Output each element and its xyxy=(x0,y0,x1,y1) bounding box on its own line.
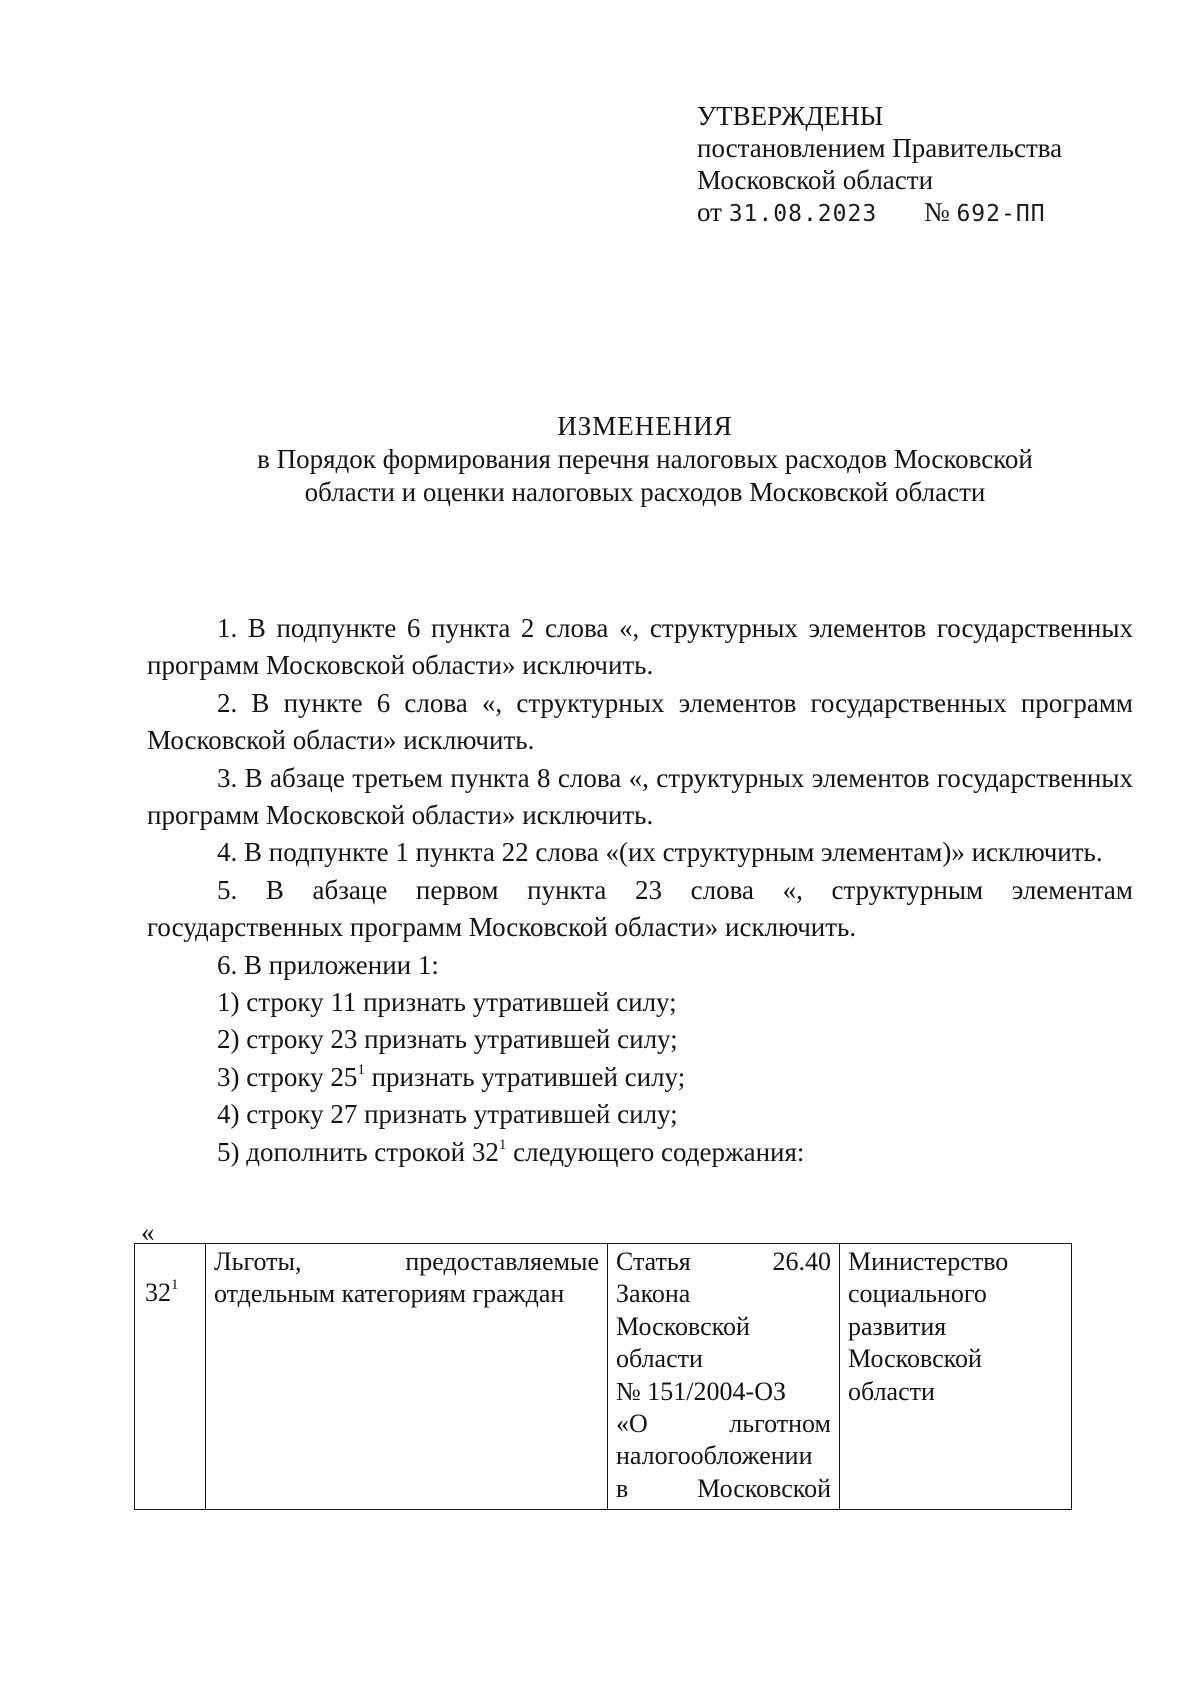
date-value: 31.08.2023 xyxy=(728,201,878,227)
opening-quote: « xyxy=(141,1217,155,1247)
title-heading: ИЗМЕНЕНИЯ xyxy=(557,411,733,441)
amendment-item-3: 3. В абзаце третьем пункта 8 слова «, структурных элементов государственных программ Московской области» исключить. xyxy=(147,762,1133,831)
number-value: 692-ПП xyxy=(956,201,1046,227)
subitem-3: 3) строку $25^1$ признать утратившей силу; xyxy=(217,1061,686,1092)
table-row xyxy=(135,1244,1072,1510)
approval-stamp xyxy=(697,100,1062,230)
amendment-item-4: 4. В подпункте 1 пункта 22 слова «(их структурным элементам)» исключить. xyxy=(217,837,1103,868)
amendments-body xyxy=(147,610,1133,1171)
amendment-item-6: 6. В приложении 1: xyxy=(217,949,439,980)
approval-region: Московской области xyxy=(697,165,934,195)
subitem-1: 1) строку 11 признать утратившей силу; xyxy=(217,987,677,1018)
approval-date-number xyxy=(697,196,1062,230)
title-line-2: области и оценки налоговых расходов Московской области xyxy=(304,477,986,507)
approval-title: УТВЕРЖДЕНЫ xyxy=(697,101,884,131)
benefit-cell: Льготы, предоставляемые отдельным категориям граждан xyxy=(206,1244,608,1510)
law-cell: Статья 26.40 Закона Московской области № 151/2004-ОЗ «О льготном налогообложении в Московской xyxy=(608,1244,840,1510)
ministry-cell: Министерство социального развития Московской области xyxy=(840,1244,1072,1510)
number-label: № xyxy=(923,197,950,227)
amendment-item-2: 2. В пункте 6 слова «, структурных элементов государственных программ Московской области» исключить. xyxy=(147,687,1133,756)
subitem-4: 4) строку 27 признать утратившей силу; xyxy=(217,1099,678,1130)
subitem-2: 2) строку 23 признать утратившей силу; xyxy=(217,1024,678,1055)
inserted-row-table xyxy=(134,1243,1072,1510)
row-number-cell: $32^1$ xyxy=(135,1244,206,1510)
date-label: от xyxy=(697,197,722,227)
subitem-5: 5) дополнить строкой $32^1$ следующего содержания: xyxy=(217,1136,805,1167)
document-title xyxy=(150,410,1140,509)
amendment-item-1: 1. В подпункте 6 пункта 2 слова «, структурных элементов государственных программ Московской области» исключить. xyxy=(147,613,1133,681)
title-line-1: в Порядок формирования перечня налоговых расходов Московской xyxy=(257,444,1033,474)
approval-issuer: постановлением Правительства xyxy=(697,133,1063,163)
amendment-item-5: 5. В абзаце первом пункта 23 слова «, структурным элементам государственных программ Московской области» исключить. xyxy=(147,874,1133,943)
